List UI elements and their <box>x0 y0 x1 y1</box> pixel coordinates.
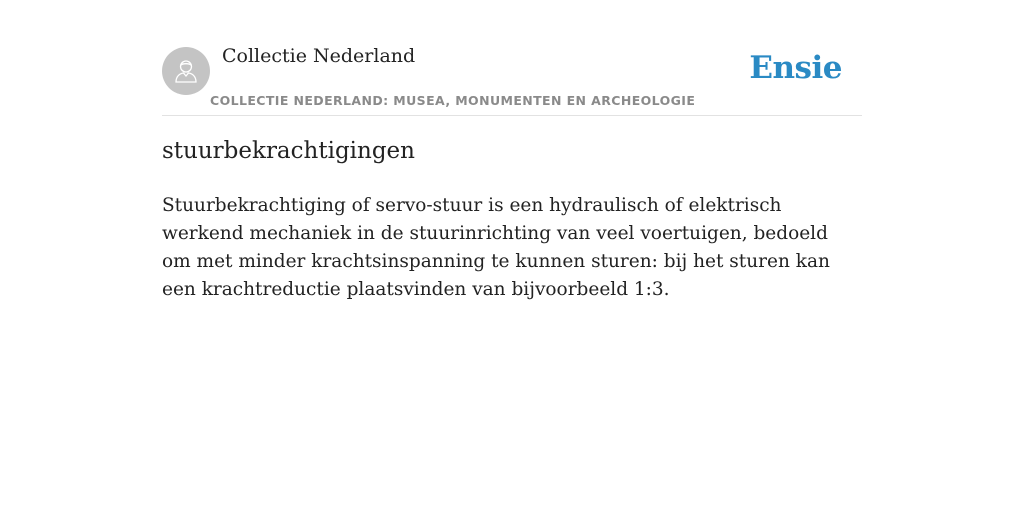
author-name[interactable]: Collectie Nederland <box>222 45 416 67</box>
entry-card <box>162 0 862 512</box>
user-icon <box>171 56 201 86</box>
entry-definition: Stuurbekrachtiging of servo-stuur is een hydraulisch of elektrisch werkend mechaniek in de stuurinrichting van veel voertuigen, bedoeld om met minder krachtsinspanning te kunnen sturen: bij het sturen kan een krachtreductie plaatsvinden van bijvoorbeeld 1:3. <box>162 195 830 300</box>
avatar[interactable] <box>162 47 210 95</box>
brand-logo[interactable]: Ensie <box>749 50 842 86</box>
entry-header <box>162 0 862 116</box>
entry-term: stuurbekrachtigingen <box>162 138 415 164</box>
source-subtitle[interactable]: COLLECTIE NEDERLAND: MUSEA, MONUMENTEN EN ARCHEOLOGIE <box>210 93 696 108</box>
